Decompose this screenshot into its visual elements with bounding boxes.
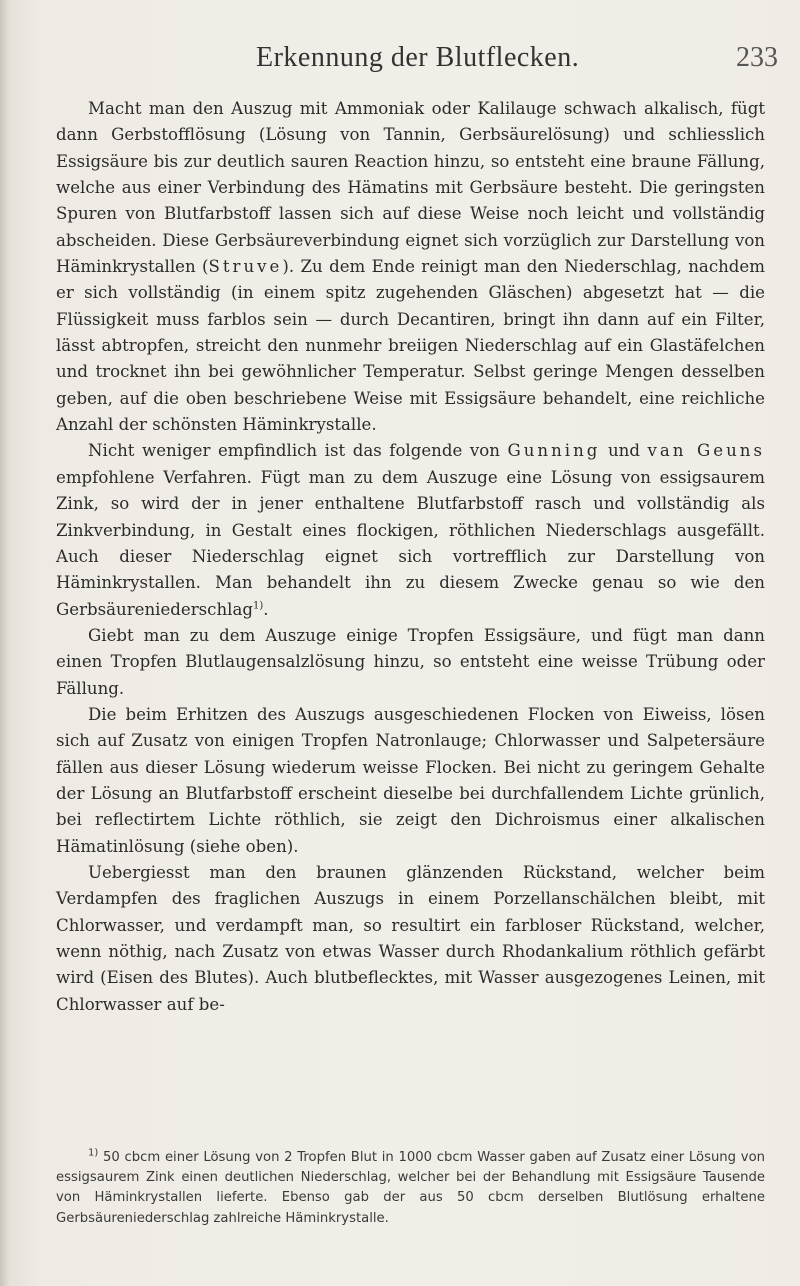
paragraph-text: Macht man den Auszug mit Ammoniak oder Kalilauge schwach alkalisch, fügt dann Gerbstofflösung (Lösung von Tannin, Gerbsäurelösung) und schliesslich Essigsäure bis zur deutlich sauren Reaction hinzu, so entsteht eine braune Fällung, welche aus einer Verbindung des Hämatins mit Gerbsäure besteht. Die geringsten Spuren von Blutfarbstoff lassen sich auf diese Weise noch leicht und vollständig abscheiden. Diese Gerbsäureverbindung eignet sich vorzüglich zur Darstellung von Häminkrystallen ( xyxy=(56,99,765,277)
footnote-reference[interactable]: 1) xyxy=(253,600,264,611)
paragraph xyxy=(56,623,765,702)
paragraph xyxy=(56,860,765,1018)
running-title: Erkennung der Blutflecken. xyxy=(256,42,580,73)
main-text xyxy=(56,96,765,1018)
page-number: 233 xyxy=(736,42,778,73)
page-header xyxy=(0,42,800,82)
paragraph xyxy=(56,96,765,438)
paragraph-text: und xyxy=(600,441,648,461)
paragraph-text: ). Zu dem Ende reinigt man den Niederschlag, nachdem er sich vollständig (in einem spitz zugehenden Gläschen) abgesetzt hat — die Flüssigkeit muss farblos sein — durch Decantiren, bringt ihn dann auf ein Filter, lässt abtropfen, streicht den nunmehr breiigen Niederschlag auf ein Glastäfelchen und trocknet ihn bei gewöhnlicher Temperatur. Selbst geringe Mengen desselben geben, auf die oben beschriebene Weise mit Essigsäure behandelt, eine reichliche Anzahl der schönsten Häminkrystalle. xyxy=(56,257,765,435)
footnote xyxy=(56,1148,765,1229)
footnote-text: 50 cbcm einer Lösung von 2 Tropfen Blut in 1000 cbcm Wasser gaben auf Zusatz einer Lösung von essigsaurem Zink einen deutlichen Niederschlag, welcher bei der Behandlung mit Essigsäure Tausende von Häminkrystallen lieferte. Ebenso gab der aus 50 cbcm derselben Blutlösung erhaltene Gerbsäureniederschlag zahlreiche Häminkrystalle. xyxy=(56,1150,765,1226)
paragraph-text: empfohlene Verfahren. Fügt man zu dem Auszuge eine Lösung von essigsaurem Zink, so wird der in jener enthaltene Blutfarbstoff rasch und vollständig als Zinkverbindung, in Gestalt eines flockigen, röthlichen Niederschlags ausgefällt. Auch dieser Niederschlag eignet sich vortrefflich zur Darstellung von Häminkrystallen. Man behandelt ihn zu diesem Zwecke genau so wie den Gerbsäureniederschlag xyxy=(56,467,765,619)
paragraph xyxy=(56,438,765,622)
paragraph xyxy=(56,702,765,860)
footnote-paragraph xyxy=(56,1148,765,1229)
footnote-mark: 1) xyxy=(88,1147,99,1159)
paragraph-text: Die beim Erhitzen des Auszugs ausgeschiedenen Flocken von Eiweiss, lösen sich auf Zusatz von einigen Tropfen Natronlauge; Chlorwasser und Salpetersäure fällen aus dieser Lösung wiederum weisse Flocken. Bei nicht zu geringem Gehalte der Lösung an Blutfarbstoff erscheint dieselbe bei durchfallendem Lichte grünlich, bei reflectirtem Lichte röthlich, sie zeigt den Dichroismus einer alkalischen Hämatinlösung (siehe oben). xyxy=(56,704,765,856)
paragraph-text: Nicht weniger empfindlich ist das folgende von xyxy=(88,441,508,461)
author-name: Struve xyxy=(208,257,283,277)
paragraph-text: . xyxy=(263,599,269,619)
author-name: van Geuns xyxy=(647,441,766,461)
paragraph-text: Giebt man zu dem Auszuge einige Tropfen Essigsäure, und fügt man dann einen Tropfen Blutlaugensalzlösung hinzu, so entsteht eine weisse Trübung oder Fällung. xyxy=(56,625,765,698)
author-name: Gunning xyxy=(507,441,601,461)
paragraph-text: Uebergiesst man den braunen glänzenden Rückstand, welcher beim Verdampfen des fraglichen Auszugs in einem Porzellanschälchen bleibt, mit Chlorwasser, und verdampft man, so resultirt ein farbloser Rückstand, welcher, wenn nöthig, nach Zusatz von etwas Wasser durch Rhodankalium röthlich gefärbt wird (Eisen des Blutes). Auch blutbeflecktes, mit Wasser ausgezogenes Leinen, mit Chlorwasser auf be- xyxy=(56,862,765,1014)
